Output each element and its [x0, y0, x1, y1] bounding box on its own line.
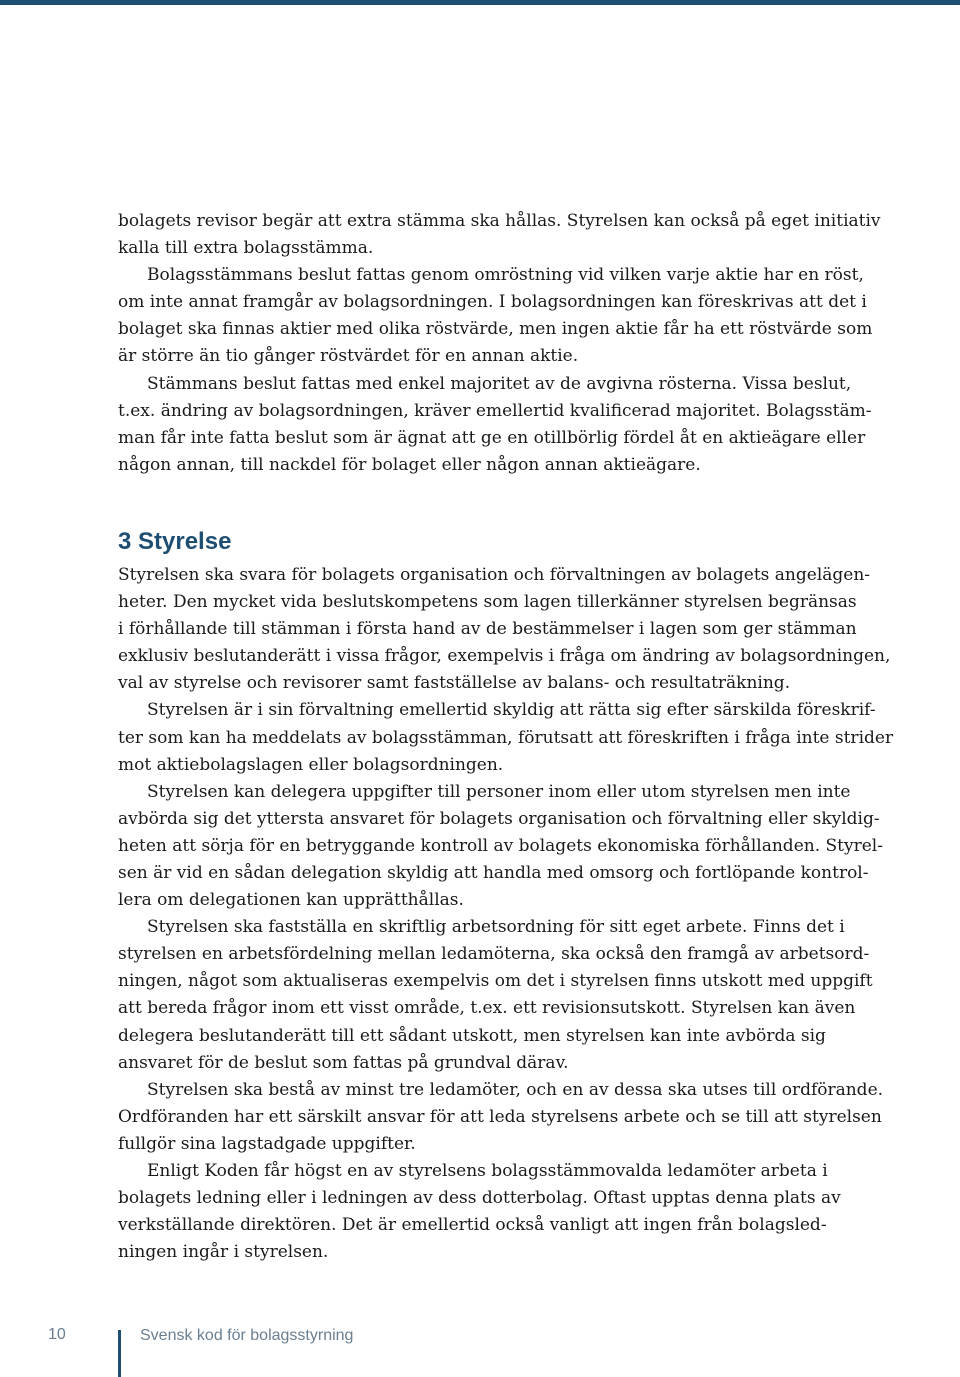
text-line: heter. Den mycket vida beslutskompetens som lagen tillerkänner styrelsen begränsas	[118, 592, 857, 613]
page-number: 10	[48, 1326, 66, 1343]
text-line: Styrelsen ska svara för bolagets organisation och förvaltningen av bolagets angelägen-	[118, 564, 871, 585]
text-line: verkställande direktören. Det är emellertid också vanligt att ingen från bolagsled-	[118, 1215, 827, 1236]
footer-divider	[118, 1330, 121, 1377]
text-line: bolagets revisor begär att extra stämma ska hållas. Styrelsen kan också på eget initiativ	[118, 211, 881, 231]
footer-title: Svensk kod för bolagsstyrning	[140, 1327, 354, 1344]
text-line: kalla till extra bolagsstämma.	[118, 238, 374, 259]
text-line: att bereda frågor inom ett visst område, t.ex. ett revisionsutskott. Styrelsen kan även	[118, 998, 856, 1019]
section-heading: 3 Styrelse	[118, 527, 232, 555]
text-line: mot aktiebolagslagen eller bolagsordningen.	[118, 754, 504, 775]
text-line: Styrelsen ska fastställa en skriftlig arbetsordning för sitt eget arbete. Finns det i	[147, 917, 845, 938]
text-line: Styrelsen kan delegera uppgifter till personer inom eller utom styrelsen men inte	[147, 781, 851, 802]
text-line: fullgör sina lagstadgade uppgifter.	[118, 1133, 416, 1154]
body-text	[118, 208, 894, 1266]
text-line: Styrelsen är i sin förvaltning emellertid skyldig att rätta sig efter särskilda föreskrif-	[147, 700, 876, 721]
text-line: ningen ingår i styrelsen.	[118, 1242, 329, 1263]
text-line: delegera beslutanderätt till ett sådant utskott, men styrelsen kan inte avbörda sig	[118, 1025, 826, 1046]
text-line: ansvaret för de beslut som fattas på grundval därav.	[118, 1052, 569, 1073]
text-line: Enligt Koden får högst en av styrelsens bolagsstämmovalda ledamöter arbeta i	[147, 1161, 828, 1181]
text-line: ter som kan ha meddelats av bolagsstämman, förutsatt att föreskriften i fråga inte strider	[118, 727, 894, 748]
text-line: styrelsen en arbetsfördelning mellan ledamöterna, ska också den framgå av arbetsord-	[118, 944, 870, 965]
text-line: exklusiv beslutanderätt i vissa frågor, exempelvis i fråga om ändring av bolagsordningen,	[118, 646, 891, 667]
text-line: ningen, något som aktualiseras exempelvis om det i styrelsen finns utskott med uppgift	[118, 971, 873, 992]
text-line: sen är vid en sådan delegation skyldig att handla med omsorg och fortlöpande kontrol-	[118, 862, 869, 883]
text-line: man får inte fatta beslut som är ägnat att ge en otillbörlig fördel åt en aktieägare eller	[118, 427, 866, 448]
text-line: val av styrelse och revisorer samt fastställelse av balans- och resultaträkning.	[118, 673, 791, 694]
text-line: någon annan, till nackdel för bolaget eller någon annan aktieägare.	[118, 454, 701, 475]
text-line: avbörda sig det yttersta ansvaret för bolagets organisation och förvaltning eller skyldig-	[118, 808, 880, 829]
text-line: heten att sörja för en betryggande kontroll av bolagets ekonomiska förhållanden. Styrel-	[118, 835, 883, 856]
text-line: i förhållande till stämman i första hand av de bestämmelser i lagen som ger stämman	[118, 619, 857, 640]
text-line: Bolagsstämmans beslut fattas genom omröstning vid vilken varje aktie har en röst,	[147, 265, 864, 286]
text-line: Ordföranden har ett särskilt ansvar för att leda styrelsens arbete och se till att styrelsen	[118, 1106, 882, 1127]
text-line: Stämmans beslut fattas med enkel majoritet av de avgivna rösterna. Vissa beslut,	[147, 373, 852, 394]
text-line: t.ex. ändring av bolagsordningen, kräver emellertid kvalificerad majoritet. Bolagsstäm-	[118, 400, 872, 421]
top-accent-rule	[0, 0, 960, 5]
text-line: Styrelsen ska bestå av minst tre ledamöter, och en av dessa ska utses till ordförande.	[147, 1079, 884, 1100]
text-line: om inte annat framgår av bolagsordningen. I bolagsordningen kan föreskrivas att det i	[118, 292, 867, 313]
text-line: bolagets ledning eller i ledningen av dess dotterbolag. Oftast upptas denna plats av	[118, 1188, 841, 1209]
text-line: lera om delegationen kan upprätthållas.	[118, 890, 464, 911]
text-line: bolaget ska finnas aktier med olika röstvärde, men ingen aktie får ha ett röstvärde som	[118, 319, 873, 340]
text-line: är större än tio gånger röstvärdet för en annan aktie.	[118, 346, 579, 367]
